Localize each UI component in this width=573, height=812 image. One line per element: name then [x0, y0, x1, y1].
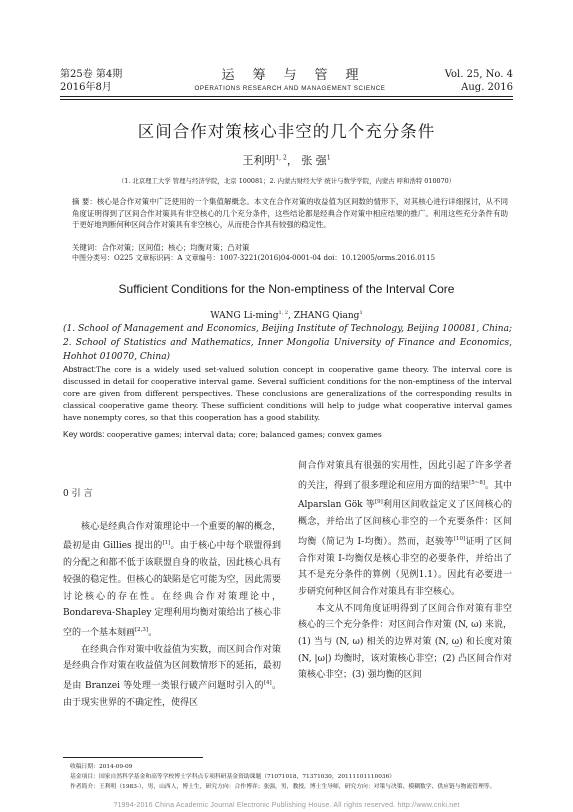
- abstract-label-cn: 摘 要：: [72, 197, 97, 206]
- keywords-text-en: cooperative games; interval data; core; balanced games; convex games: [106, 430, 382, 439]
- author-separator-cn: ，: [286, 154, 302, 167]
- header-journal: [170, 64, 410, 92]
- citation: [1]: [162, 540, 171, 547]
- author-1-affil-cn: 1, 2: [275, 154, 287, 162]
- classification-cn: 中图分类号：O225 文章标识码：A 文章编号：1007-3221(2016)04-0001-04 doi：10.12005/orms.2016.0115: [72, 254, 436, 262]
- keywords-cn: [72, 242, 508, 254]
- paragraph: 本文从不同角度证明得到了区间合作对策有非空核心的三个充分条件：对区间合作对策 (N, ω) 来说，(1) 当与 (N, ω) 相关的边界对策 (N, ω̲) 和长度对策 (N, |ω|) 均衡时，该对策核心非空；(2) 凸区间合作对策核心非空；(3) 强均衡的区间: [298, 603, 512, 681]
- abstract-text-cn: 核心是合作对策中广泛使用的一个集值解概念。本文在合作对策的收益值为区间数的情形下，对其核心进行详细探讨，从不同角度证明得到了区间合作对策具有非空核心的几个充分条件，这些结论都是经典合作对策中相应结果的推广。利用这些充分条件有助于更好地判断何种区间合作对策具有非空核心，从而使合作具有较强的稳定性。: [72, 197, 508, 230]
- abstract-text-en: The core is a widely used set-valued solution concept in cooperative game theory. The interval core is discussed in detail for cooperative interval game. Several sufficient conditions for the non-emptiness of the interval core are given from different perspectives. These conclusions are generalizations of the corresponding results in classical cooperative game theory. These sufficient conditions will help to judge what cooperative interval games have nonempty cores, so that this cooperation has a good stability.: [63, 365, 512, 422]
- keywords-label-cn: 关键词：: [72, 243, 102, 252]
- copyright-bar: ?1994-2016 China Academic Journal Electronic Publishing House. All rights reserved. http://www.cnki.net: [113, 802, 460, 809]
- text-run: 在经典合作对策中收益值为实数，而区间合作对策是经典合作对策在收益值为区间数情形下的延拓，最初是由 Branzei 等处理一类银行破产问题时引入的: [63, 644, 281, 692]
- text-run: 。: [148, 627, 158, 638]
- text-run: 。其中 Alparslan Gök 等: [298, 480, 512, 511]
- header-volume-en: [445, 68, 513, 94]
- authors-en: [0, 310, 573, 321]
- header-rule: [60, 96, 513, 97]
- header-volume-cn: [60, 68, 122, 94]
- text-run: 间合作对策具有很强的实用性，因此引起了许多学者的关注，得到了很多理论和应用方面的结果: [298, 461, 512, 491]
- affiliation-cn: （1. 北京理工大学 管理与经济学院，北京 100081；2. 内蒙古财经大学 统计与数学学院，内蒙古 呼和浩特 010070）: [117, 177, 456, 185]
- footnotes: [63, 762, 513, 792]
- author-2-affil-en: 1: [359, 310, 363, 316]
- footnote-rule: [63, 757, 203, 758]
- header-rule-thin: [60, 99, 513, 100]
- volume-issue-cn: 第25卷 第4期: [60, 69, 123, 80]
- citation: [2,3]: [135, 626, 149, 633]
- keywords-label-en: Key words:: [63, 429, 105, 439]
- author-1-affil-en: 1, 2: [278, 310, 288, 316]
- text-run: 。由于现实世界的不确定性，使得区: [63, 681, 281, 708]
- abstract-label-en: Abstract:: [63, 364, 97, 374]
- author-2-affil-cn: 1: [326, 154, 331, 162]
- author-separator-en: ,: [288, 311, 294, 321]
- journal-title-en: OPERATIONS RESEARCH AND MANAGEMENT SCIENCE: [194, 85, 386, 92]
- date-en: Aug. 2016: [461, 82, 513, 93]
- citation: [5~8]: [469, 479, 485, 486]
- author-2-cn: 张 强: [301, 154, 327, 167]
- authors-cn: [0, 152, 573, 168]
- text-run: 。由于核心中每个联盟得到的分配之和都不低于该联盟自身的收益，因此核心具有较强的稳定性。但核心的缺陷是它可能为空，因此需要讨论核心的存在性。在经典合作对策理论中，Bondareva-Shapley 定理利用均衡对策给出了核心非空的一个基本刻画: [63, 541, 281, 638]
- keywords-en: [63, 429, 512, 441]
- affiliation-en: (1. School of Management and Economics, Beijing Institute of Technology, Beijing 100081, China; 2. School of Statistics and Mathematics, Inner Mongolia University of Finance and Economics, Hohhot 010070, China): [63, 324, 512, 362]
- abstract-cn: [72, 196, 508, 231]
- body-left-column: [63, 486, 281, 711]
- volume-issue-en: Vol. 25, No. 4: [444, 69, 513, 80]
- journal-title-cn: 运筹与管理: [221, 68, 377, 83]
- paragraph: [63, 519, 281, 642]
- paper-title-cn: 区间合作对策核心非空的几个充分条件: [137, 122, 436, 141]
- body-right-column: [298, 458, 512, 684]
- citation: [4]: [263, 680, 272, 687]
- footnote-fund: 基金项目：国家自然科学基金和高等学校博士学科点专项科研基金资助课题（71071018，71371030，20111101110036）: [69, 774, 396, 780]
- paragraph: [63, 642, 281, 712]
- citation: [9]: [374, 499, 383, 506]
- abstract-en: [63, 364, 512, 424]
- author-1-cn: 王利明: [242, 154, 276, 167]
- keywords-text-cn: 合作对策；区间值；核心；均衡对策；凸对策: [101, 243, 250, 252]
- paper-title-en: Sufficient Conditions for the Non-emptiness of the Interval Core: [118, 282, 455, 296]
- text-run: 核心是经典合作对策理论中一个重要的解的概念，最初是由 Gillies 提出的: [63, 521, 281, 552]
- footnote-received: 收稿日期：2014-09-09: [69, 764, 133, 770]
- author-1-en: WANG Li-ming: [210, 311, 279, 321]
- citation: [10]: [453, 535, 466, 542]
- footnote-author: 作者简介：王利明（1983-），男，山西人，博士生，研究方向：合作博弈；张强，男，教授，博士生导师，研究方向：对策与决策、模糊数学、供应链与物流管理等。: [69, 784, 496, 790]
- paragraph: [298, 458, 512, 601]
- section-heading-introduction: 0 引 言: [63, 489, 93, 499]
- text-run: 证明了区间合作对策 I-均衡仅是核心非空的必要条件，并给出了其不是充分条件的算例（见例1.1）。因此有必要进一步研究何种区间合作对策具有非空核心。: [298, 536, 512, 597]
- author-2-en: ZHANG Qiang: [293, 311, 360, 321]
- text-run: 利用区间收益定义了区间核心的概念，并给出了区间核心非空的一个充要条件：区间均衡（简记为 I-均衡）。然而，赵骏等: [298, 500, 512, 547]
- date-cn: 2016年8月: [60, 82, 112, 93]
